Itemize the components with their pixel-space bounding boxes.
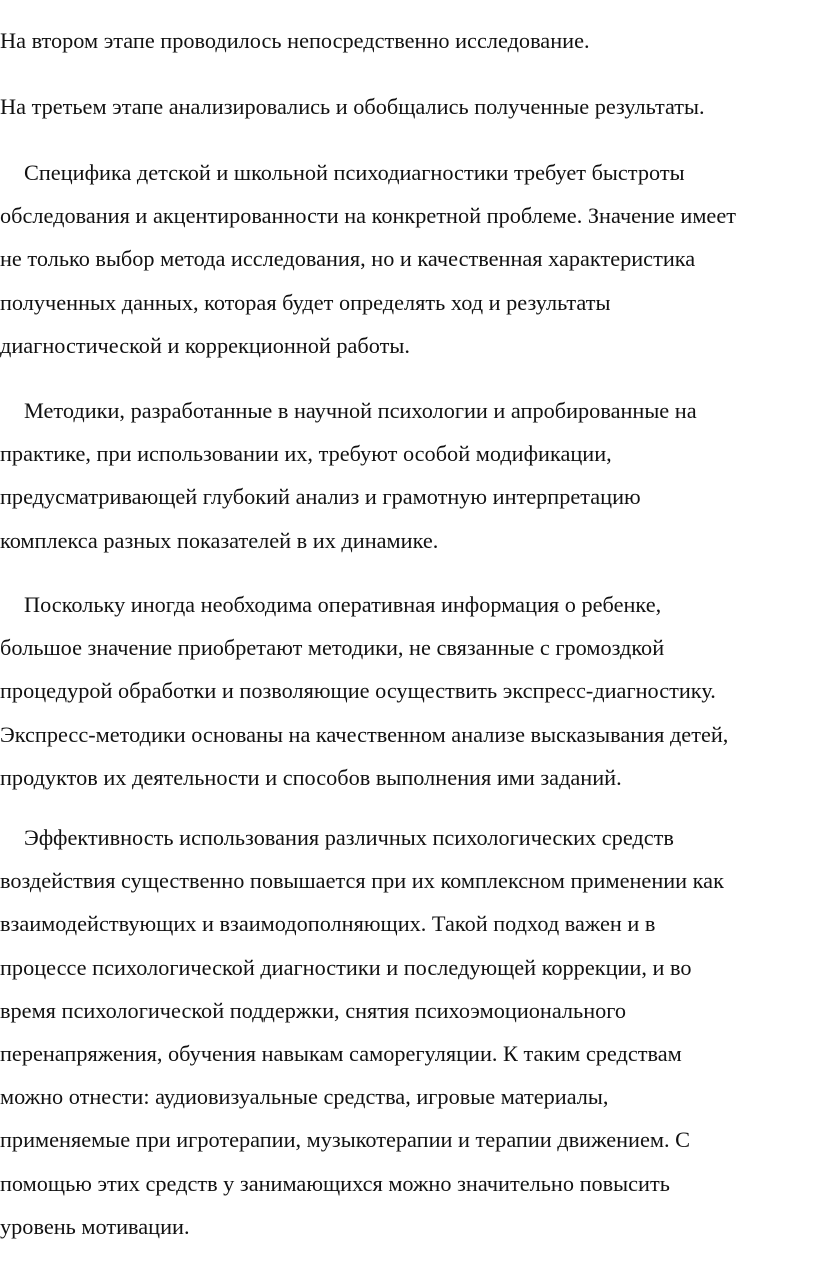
text-line: процессе психологической диагностики и последующей коррекции, и во (0, 954, 692, 980)
text-line: взаимодействующих и взаимодополняющих. Такой подход важен и в (0, 911, 656, 937)
text-line: На втором этапе проводилось непосредственно исследование. (0, 28, 590, 53)
text-line: Методики, разработанные в научной психологии и апробированные на (24, 398, 697, 423)
text-line: диагностической и коррекционной работы. (0, 332, 410, 358)
text-line: перенапряжения, обучения навыкам саморегуляции. К таким средствам (0, 1040, 682, 1066)
text-line: Поскольку иногда необходима оперативная информация о ребенке, (24, 592, 662, 617)
text-line: помощью этих средств у занимающихся можно значительно повысить (0, 1170, 670, 1196)
text-line: время психологической поддержки, снятия психоэмоционального (0, 997, 627, 1023)
text-line: процедурой обработки и позволяющие осуществить экспресс-диагностику. (0, 678, 716, 704)
text-line: большое значение приобретают методики, не связанные с громоздкой (0, 635, 665, 661)
paragraph-psychological-means (0, 816, 816, 1248)
text-line: продуктов их деятельности и способов выполнения ими заданий. (0, 764, 622, 790)
text-line: можно отнести: аудиовизуальные средства, игровые материалы, (0, 1084, 609, 1110)
paragraph-express-diagnostics (0, 583, 816, 799)
text-line: На третьем этапе анализировались и обобщались полученные результаты. (0, 94, 705, 119)
text-line: воздействия существенно повышается при их комплексном применении как (0, 868, 724, 894)
text-line: уровень мотивации. (0, 1213, 190, 1239)
text-line: Специфика детской и школьной психодиагностики требует быстроты (24, 160, 685, 185)
paragraph-diagnostics-specifics (0, 151, 816, 367)
paragraph-stage-two (0, 19, 816, 62)
paragraph-stage-three (0, 85, 816, 128)
text-line: не только выбор метода исследования, но и качественная характеристика (0, 246, 696, 272)
text-line: обследования и акцентированности на конкретной проблеме. Значение имеет (0, 203, 736, 229)
text-line: комплекса разных показателей в их динамике. (0, 527, 439, 553)
paragraph-methods-modification (0, 389, 816, 562)
text-line: предусматривающей глубокий анализ и грамотную интерпретацию (0, 484, 641, 510)
text-line: полученных данных, которая будет определять ход и результаты (0, 289, 611, 315)
text-line: применяемые при игротерапии, музыкотерапии и терапии движением. С (0, 1127, 691, 1153)
text-line: Экспресс-методики основаны на качественном анализе высказывания детей, (0, 721, 729, 747)
text-line: практике, при использовании их, требуют особой модификации, (0, 441, 612, 467)
text-line: Эффективность использования различных психологических средств (24, 825, 674, 850)
